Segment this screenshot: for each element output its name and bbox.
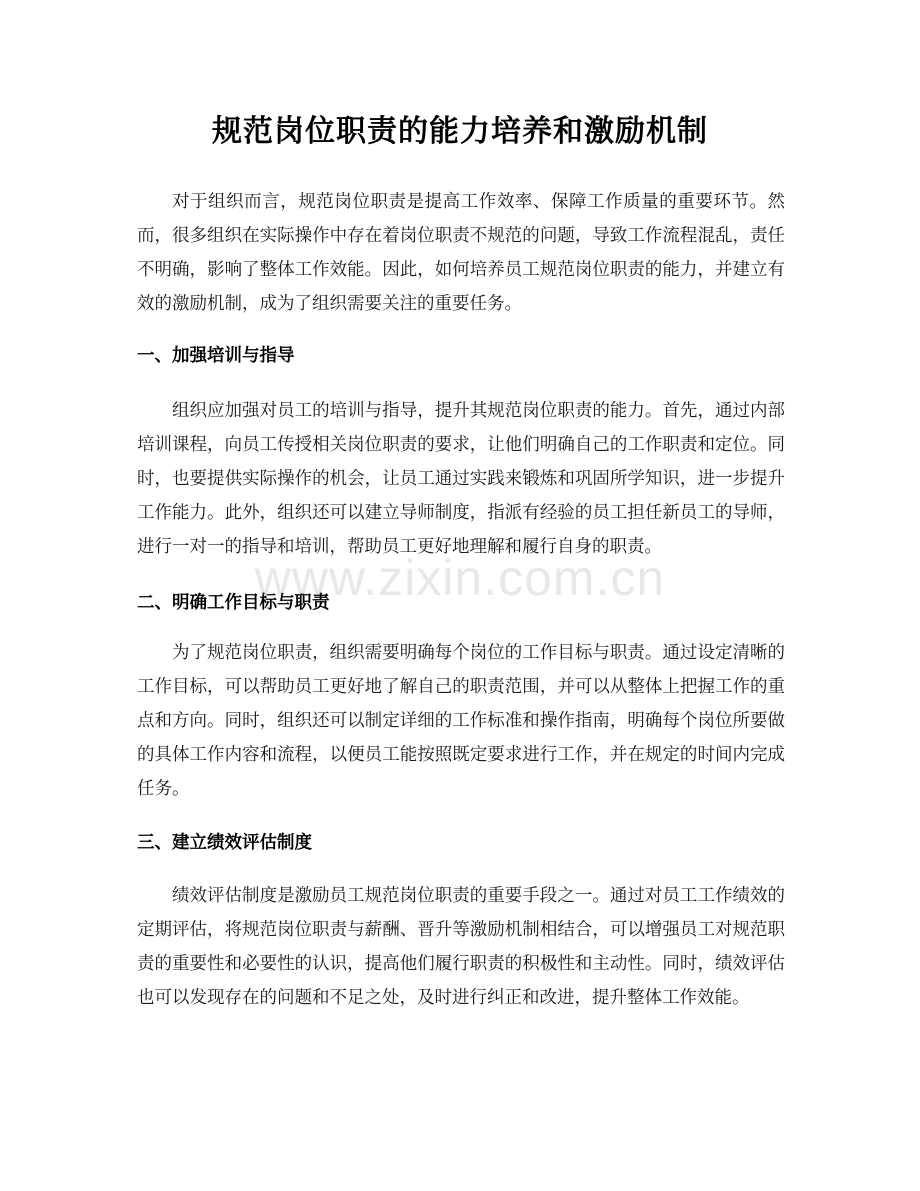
intro-paragraph: 对于组织而言，规范岗位职责是提高工作效率、保障工作质量的重要环节。然而，很多组织在实际操作中存在着岗位职责不规范的问题，导致工作流程混乱，责任不明确，影响了整体工作效能。因此，如何培养员工规范岗位职责的能力，并建立有效的激励机制，成为了组织需要关注的重要任务。 (137, 192, 785, 314)
watermark-text: www.zixin.com.cn (254, 550, 666, 606)
section-body-goals: 为了规范岗位职责，组织需要明确每个岗位的工作目标与职责。通过设定清晰的工作目标，可以帮助员工更好地了解自己的职责范围，并可以从整体上把握工作的重点和方向。同时，组织还可以制定详细的工作标准和操作指南，明确每个岗位所要做的具体工作内容和流程，以便员工能按照既定要求进行工作，并在规定的时间内完成任务。 (137, 643, 785, 799)
section-body-training: 组织应加强对员工的培训与指导，提升其规范岗位职责的能力。首先，通过内部培训课程，向员工传授相关岗位职责的要求，让他们明确自己的工作职责和定位。同时，也要提供实际操作的机会，让员工通过实践来锻炼和巩固所学知识，进一步提升工作能力。此外，组织还可以建立导师制度，指派有经验的员工担任新员工的导师，进行一对一的指导和培训，帮助员工更好地理解和履行自身的职责。 (137, 401, 785, 557)
section-body-performance: 绩效评估制度是激励员工规范岗位职责的重要手段之一。通过对员工工作绩效的定期评估，将规范岗位职责与薪酬、晋升等激励机制相结合，可以增强员工对规范职责的重要性和必要性的认识，提高他们履行职责的积极性和主动性。同时，绩效评估也可以发现存在的问题和不足之处，及时进行纠正和改进，提升整体工作效能。 (137, 886, 785, 1008)
section-heading-training: 一、加强培训与指导 (137, 346, 295, 366)
section-heading-performance: 三、建立绩效评估制度 (137, 833, 312, 853)
document-title: 规范岗位职责的能力培养和激励机制 (212, 114, 708, 149)
section-heading-goals: 二、明确工作目标与职责 (137, 593, 330, 613)
